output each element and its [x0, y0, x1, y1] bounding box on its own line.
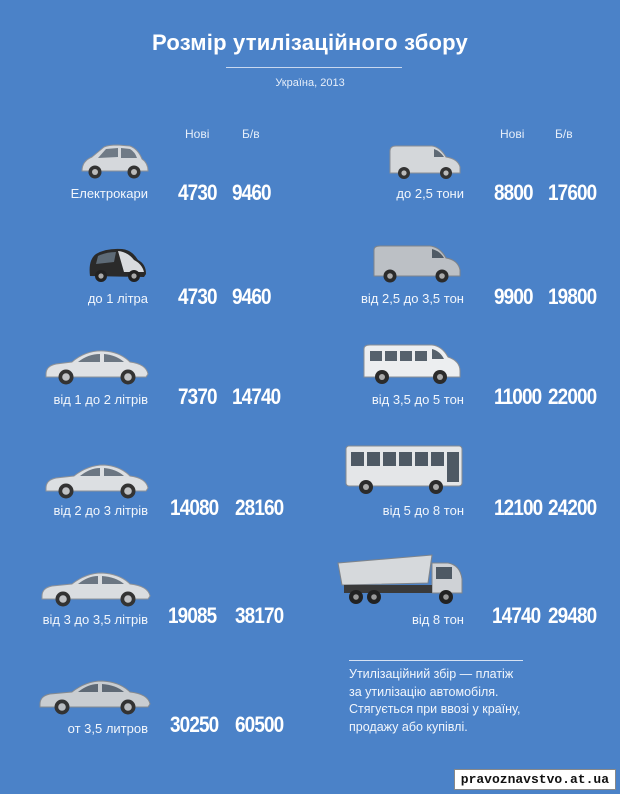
- right-row-5-new: 14740: [492, 603, 541, 628]
- title-divider: [226, 67, 402, 68]
- microcar-icon: [84, 246, 150, 284]
- sedan-icon: [42, 346, 150, 386]
- minibus-icon: [360, 343, 464, 387]
- right-row-4-label: від 5 до 8 тон: [382, 503, 464, 518]
- van-icon: [370, 244, 464, 284]
- left-row-4-label: від 2 до 3 літрів: [53, 503, 148, 518]
- right-row-1-used: 17600: [548, 180, 597, 205]
- page-subtitle: Україна, 2013: [275, 77, 345, 89]
- definition-note: [349, 666, 549, 736]
- right-row-2-label: від 2,5 до 3,5 тон: [360, 291, 464, 306]
- bus-icon: [344, 444, 466, 498]
- left-row-2-label: до 1 літра: [87, 291, 148, 306]
- right-row-3-used: 22000: [548, 384, 597, 409]
- left-row-5-label: від 3 до 3,5 літрів: [42, 612, 148, 627]
- right-row-1-label: до 2,5 тони: [396, 186, 464, 201]
- left-row-6-used: 60500: [235, 712, 284, 737]
- left-row-1-label: Електрокари: [70, 186, 148, 201]
- right-row-1-new: 8800: [494, 180, 533, 205]
- right-row-2-new: 9900: [494, 284, 533, 309]
- left-row-3-used: 14740: [232, 384, 281, 409]
- left-row-6-label: от 3,5 литров: [67, 721, 148, 736]
- right-row-3-new: 11000: [494, 384, 542, 409]
- left-column-header-new: Нові: [185, 127, 210, 141]
- note-line-2: за утилізацію автомобіля.: [349, 684, 499, 699]
- left-row-4-used: 28160: [235, 495, 284, 520]
- sedan-icon: [42, 460, 150, 500]
- right-row-3-label: від 3,5 до 5 тон: [371, 392, 464, 407]
- dump-truck-icon: [336, 549, 466, 611]
- right-column-header-new: Нові: [500, 127, 525, 141]
- watermark: pravoznavstvo.at.ua: [454, 769, 616, 790]
- note-line-3: Стягується при ввозі у країну,: [349, 702, 521, 716]
- left-row-5-used: 38170: [235, 603, 284, 628]
- left-row-1-used: 9460: [232, 180, 271, 205]
- right-row-4-new: 12100: [494, 495, 543, 520]
- right-row-5-used: 29480: [548, 603, 597, 628]
- sedan-icon: [38, 568, 152, 608]
- note-line-1: Утилізаційний збір — платіж: [349, 667, 514, 681]
- compact-van-icon: [386, 143, 464, 181]
- right-column-header-used: Б/в: [555, 127, 573, 141]
- left-row-6-new: 30250: [170, 712, 219, 737]
- left-row-4-new: 14080: [170, 495, 219, 520]
- left-row-2-new: 4730: [178, 284, 217, 309]
- left-column-header-used: Б/в: [242, 127, 260, 141]
- page-title: Розмір утилізаційного збору: [152, 30, 468, 55]
- left-row-1-new: 4730: [178, 180, 217, 205]
- note-divider: [349, 660, 523, 661]
- left-row-2-used: 9460: [232, 284, 271, 309]
- left-row-3-new: 7370: [178, 384, 217, 409]
- right-row-4-used: 24200: [548, 495, 597, 520]
- note-line-4: продажу або купівлі.: [349, 719, 468, 734]
- left-row-3-label: від 1 до 2 літрів: [53, 392, 148, 407]
- electric-car-icon: [78, 143, 150, 181]
- right-row-2-used: 19800: [548, 284, 597, 309]
- luxury-sedan-icon: [36, 676, 152, 716]
- left-row-5-new: 19085: [168, 603, 217, 628]
- right-row-5-label: від 8 тон: [411, 612, 464, 627]
